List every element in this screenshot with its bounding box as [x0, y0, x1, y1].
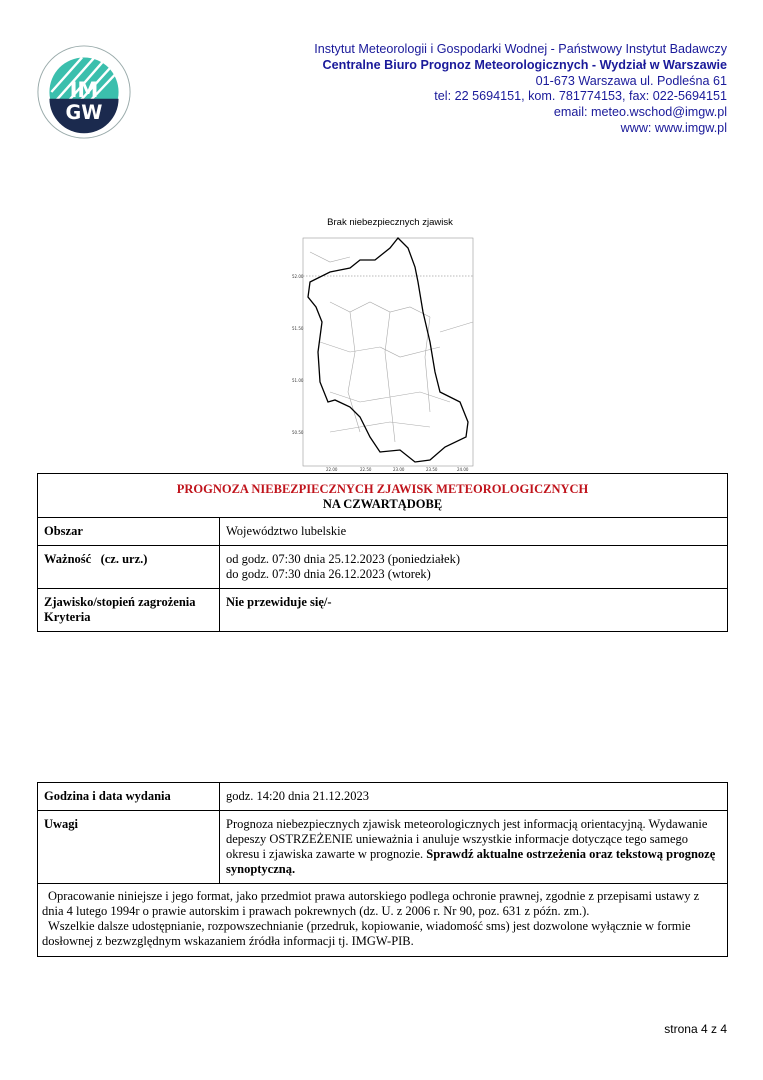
page-number: strona 4 z 4 [664, 1022, 727, 1036]
notes-text: Prognoza niebezpiecznych zjawisk meteorologicznych jest informacją orientacyjną. Wydawanie depeszy OSTRZEŻENIE unieważnia i anuluje wszystkie informacje dotyczące tego samego okresu i zjawiska zawarte w prognozie. [226, 817, 708, 861]
x-tick-22.50: 22.50 [360, 467, 372, 472]
x-tick-23.50: 23.50 [426, 467, 438, 472]
phenomenon-value: Nie przewiduje się/- [220, 589, 728, 632]
area-value: Województwo lubelskie [220, 518, 728, 546]
area-label: Obszar [38, 518, 220, 546]
x-tick-22.00: 22.00 [326, 467, 338, 472]
forecast-title [38, 474, 728, 518]
map-title: Brak niebezpiecznych zjawisk [327, 217, 453, 228]
validity-to: do godz. 07:30 dnia 26.12.2023 (wtorek) [226, 567, 431, 581]
svg-text:GW: GW [65, 100, 103, 124]
region-map [290, 232, 480, 472]
distribution-notice: Wszelkie dalsze udostępnianie, rozpowszechnianie (przedruk, kopiowanie, wiadomość sms) jest dozwolone wyłącznie w formie dosłownej z bezwzględnym wskazaniem źródła informacji tj. IMGW-PIB. [42, 919, 691, 948]
y-tick-50.50: 50.50 [292, 430, 304, 435]
notes-label: Uwagi [38, 811, 220, 884]
institute-name: Instytut Meteorologii i Gospodarki Wodnej - Państwowy Instytut Badawczy [314, 42, 727, 56]
website[interactable]: www: www.imgw.pl [620, 120, 727, 135]
x-tick-23.00: 23.00 [393, 467, 405, 472]
copyright-notice: Opracowanie niniejsze i jego format, jako przedmiot prawa autorskiego podlega ochronie prawnej, zgodnie z przepisami ustawy z dnia 4 lutego 1994r o prawie autorskim i prawach pokrewnych (dz. U. z 2006 r. Nr 90, poz. 631 z późn. zm.). [42, 889, 700, 918]
forecast-table [37, 473, 728, 632]
forecast-title-line2: NA CZWARTĄDOBĘ [322, 497, 443, 511]
issued-value: godz. 14:20 dnia 21.12.2023 [220, 783, 728, 811]
forecast-title-line1: PROGNOZA NIEBEZPIECZNYCH ZJAWISK METEOROLOGICZNYCH [176, 482, 589, 496]
imgw-logo [36, 44, 132, 140]
y-tick-52.00: 52.00 [292, 274, 304, 279]
criteria-label: Kryteria [44, 610, 91, 624]
address: 01-673 Warszawa ul. Podleśna 61 [535, 73, 727, 88]
y-tick-51.00: 51.00 [292, 378, 304, 383]
notes-bold: Sprawdź aktualne ostrzeżenia oraz tekstową prognozę synoptyczną. [226, 847, 716, 876]
phenomenon-label: Zjawisko/stopień zagrożenia [44, 595, 196, 609]
email[interactable]: email: meteo.wschod@imgw.pl [553, 105, 727, 120]
y-tick-51.50: 51.50 [292, 326, 304, 331]
issue-table [37, 782, 728, 957]
svg-text:IM: IM [69, 76, 99, 102]
institute-header [314, 42, 727, 137]
department-name: Centralne Biuro Prognoz Meteorologicznych - Wydział w Warszawie [322, 57, 727, 72]
x-tick-24.00: 24.00 [457, 467, 469, 472]
issued-label: Godzina i data wydania [38, 783, 220, 811]
phone: tel: 22 5694151, kom. 781774153, fax: 022-5694151 [434, 89, 727, 104]
validity-from: od godz. 07:30 dnia 25.12.2023 (poniedziałek) [226, 552, 460, 566]
validity-label: Ważność (cz. urz.) [38, 546, 220, 589]
